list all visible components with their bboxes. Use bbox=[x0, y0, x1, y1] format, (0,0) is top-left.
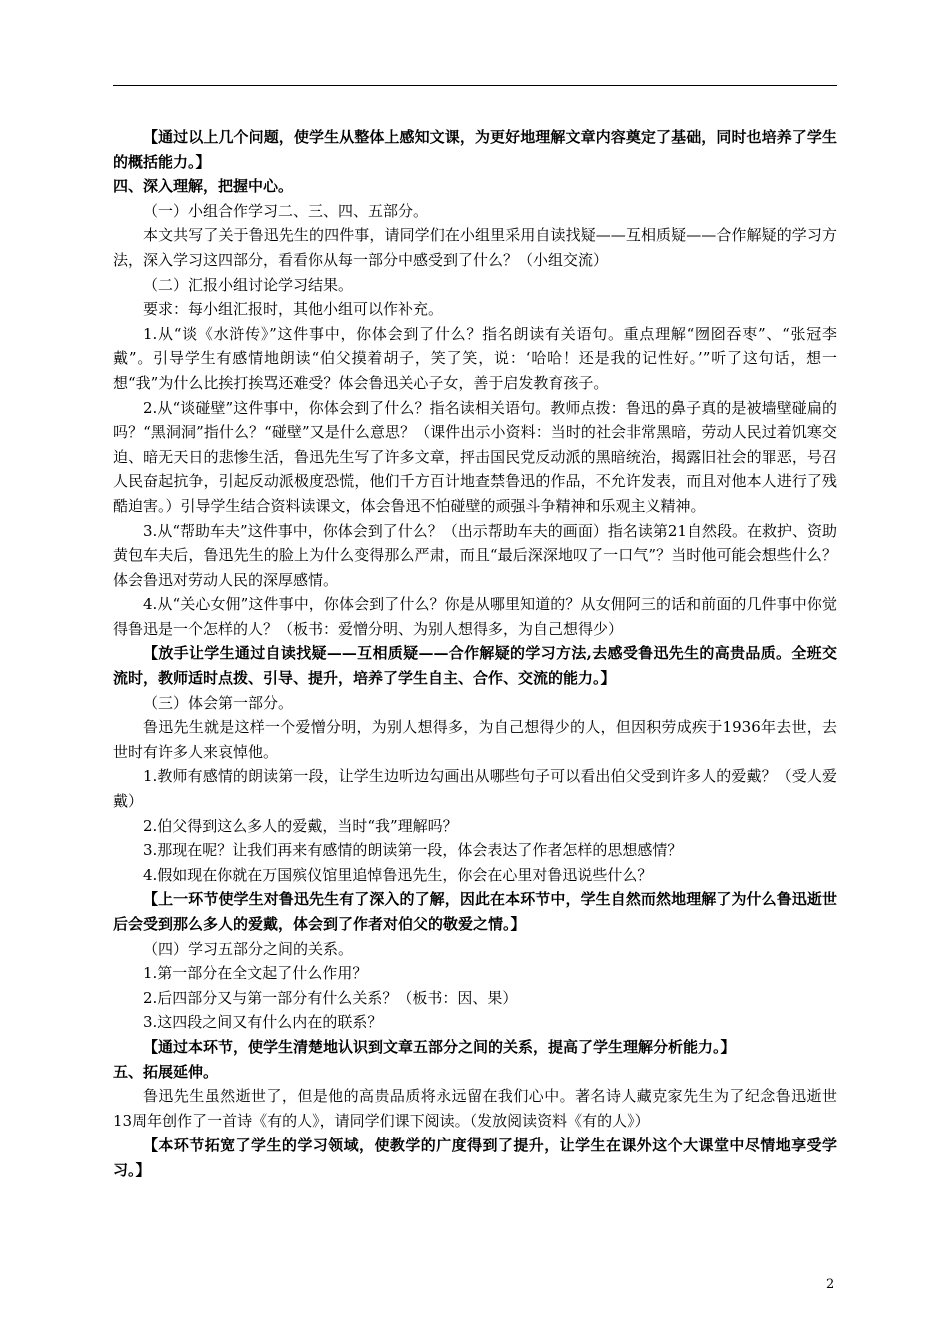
body-paragraph: （四）学习五部分之间的关系。 bbox=[143, 939, 354, 958]
body-paragraph: 2.从“谈碰壁”这件事中，你体会到了什么？指名读相关语句。教师点拨：鲁迅的鼻子真的是被墙壁碰扁的吗？“黑洞洞”指什么？“碰壁”又是什么意思？（课件出示小资料：当时的社会非常黑暗，劳动人民过着饥寒交迫、暗无天日的悲惨生活，鲁迅先生写了许多文章，抨击国民党反动派的黑暗统治，揭露旧社会的罪恶，号召人民奋起抗争，引起反动派极度恐慌，他们千方百计地查禁鲁迅的作品，不允许发表，而且对他本人进行了残酷迫害。）引导学生结合资料读课文，体会鲁迅不怕碰壁的顽强斗争精神和乐观主义精神。 bbox=[113, 398, 837, 515]
body-paragraph: 3.那现在呢？让我们再来有感情的朗读第一段，体会表达了作者怎样的思想感情？ bbox=[143, 841, 683, 860]
document-body bbox=[113, 125, 837, 1183]
body-paragraph: 1.从“谈《水浒传》”这件事中，你体会到了什么？指名朗读有关语句。重点理解“囫囵吞枣”、“张冠李戴”。引导学生有感情地朗读“伯父摸着胡子，笑了笑，说：‘哈哈！还是我的记性好。’”听了这句话，想一想“我”为什么比挨打挨骂还难受？体会鲁迅关心子女，善于启发教育孩子。 bbox=[113, 324, 837, 392]
body-paragraph: 1.教师有感情的朗读第一段，让学生边听边勾画出从哪些句子可以看出伯父受到许多人的爱戴？（受人爱戴） bbox=[113, 767, 837, 811]
commentary-paragraph: 【上一环节使学生对鲁迅先生有了深入的了解，因此在本环节中，学生自然而然地理解了为什么鲁迅逝世后会受到那么多人的爱戴，体会到了作者对伯父的敬爱之情。】 bbox=[113, 890, 837, 933]
body-paragraph: （一）小组合作学习二、三、四、五部分。 bbox=[143, 201, 429, 220]
header-rule bbox=[113, 85, 837, 86]
commentary-paragraph: 【本环节拓宽了学生的学习领域，使教学的广度得到了提升，让学生在课外这个大课堂中尽情地享受学习。】 bbox=[113, 1136, 837, 1179]
section-heading: 四、深入理解，把握中心。 bbox=[113, 177, 294, 196]
commentary-paragraph: 【放手让学生通过自读找疑——互相质疑——合作解疑的学习方法,去感受鲁迅先生的高贵品质。全班交流时，教师适时点拨、引导、提升，培养了学生自主、合作、交流的能力。】 bbox=[113, 644, 837, 688]
body-paragraph: 2.后四部分又与第一部分有什么关系？（板书：因、果） bbox=[143, 988, 518, 1007]
body-paragraph: 4.从“关心女佣”这件事中，你体会到了什么？你是从哪里知道的？从女佣阿三的话和前面的几件事中你觉得鲁迅是一个怎样的人？（板书：爱憎分明、为别人想得多，为自己想得少） bbox=[113, 595, 837, 638]
body-paragraph: （二）汇报小组讨论学习结果。 bbox=[143, 275, 354, 294]
body-paragraph: 3.从“帮助车夫”这件事中，你体会到了什么？（出示帮助车夫的画面）指名读第21自然段。在救护、资助黄包车夫后，鲁迅先生的脸上为什么变得那么严肃，而且“最后深深地叹了一口气”？当时他可能会想些什么？体会鲁迅对劳动人民的深厚感情。 bbox=[113, 521, 837, 589]
body-paragraph: 2.伯父得到这么多人的爱戴，当时“我”理解吗？ bbox=[143, 816, 458, 835]
body-paragraph: 本文共写了关于鲁迅先生的四件事，请同学们在小组里采用自读找疑——互相质疑——合作解疑的学习方法，深入学习这四部分，看看你从每一部分中感受到了什么？（小组交流） bbox=[113, 226, 837, 269]
body-paragraph: 鲁迅先生就是这样一个爱憎分明，为别人想得多，为自己想得少的人，但因积劳成疾于1936年去世，去世时有许多人来哀悼他。 bbox=[113, 718, 837, 761]
body-paragraph: 鲁迅先生虽然逝世了，但是他的高贵品质将永远留在我们心中。著名诗人藏克家先生为了纪念鲁迅逝世13周年创作了一首诗《有的人》，请同学们课下阅读。（发放阅读资料《有的人》） bbox=[113, 1087, 837, 1130]
body-paragraph: 4.假如现在你就在万国殡仪馆里追悼鲁迅先生，你会在心里对鲁迅说些什么？ bbox=[143, 865, 653, 884]
body-paragraph: 1.第一部分在全文起了什么作用？ bbox=[143, 964, 368, 983]
body-paragraph: 要求：每小组汇报时，其他小组可以作补充。 bbox=[143, 300, 444, 319]
commentary-paragraph: 【通过本环节，使学生清楚地认识到文章五部分之间的关系，提高了学生理解分析能力。】 bbox=[143, 1037, 736, 1056]
page-number: 2 bbox=[826, 1277, 835, 1292]
commentary-paragraph: 【通过以上几个问题，使学生从整体上感知文课，为更好地理解文章内容奠定了基础，同时也培养了学生的概括能力。】 bbox=[113, 128, 837, 171]
section-heading: 五、拓展延伸。 bbox=[113, 1062, 219, 1081]
body-paragraph: （三）体会第一部分。 bbox=[143, 693, 294, 712]
body-paragraph: 3.这四段之间又有什么内在的联系？ bbox=[143, 1013, 383, 1032]
